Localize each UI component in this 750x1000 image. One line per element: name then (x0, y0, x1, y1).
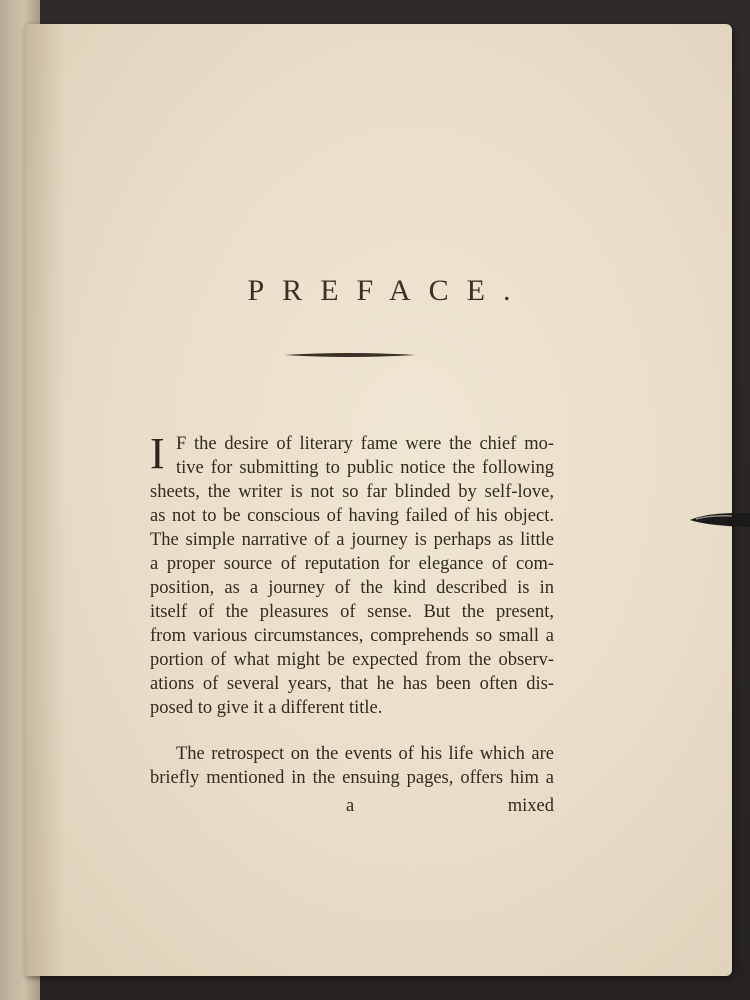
preface-text (150, 429, 554, 818)
paragraph-2 (150, 742, 554, 790)
paragraph-1 (150, 429, 554, 720)
text-line: briefly mentioned in the ensuing pages, offers him a (150, 768, 554, 788)
book-page (24, 24, 732, 976)
signature-mark: a (346, 796, 355, 816)
catchword: mixed (507, 796, 554, 816)
text-line: The simple narrative of a journey is perhaps as little (150, 530, 554, 550)
text-line: F the desire of literary fame were the chief mo- (176, 434, 554, 454)
text-line: itself of the pleasures of sense. But the present, (150, 602, 554, 622)
text-line: portion of what might be expected from the observ- (150, 650, 554, 670)
ornamental-rule (284, 350, 416, 360)
text-line: a proper source of reputation for elegance of com- (150, 554, 554, 574)
gutter-shadow (26, 24, 66, 976)
text-line: ations of several years, that he has been often dis- (150, 674, 554, 694)
drop-cap: I (150, 429, 165, 478)
text-line: position, as a journey of the kind described is in (150, 578, 554, 598)
text-line: as not to be conscious of having failed of his object. (150, 506, 554, 526)
pointer-pen (688, 508, 750, 530)
page-footer (150, 794, 554, 818)
paragraph-1-opening (150, 429, 554, 480)
text-line: sheets, the writer is not so far blinded by self-love, (150, 482, 554, 502)
text-line: posed to give it a different title. (150, 698, 383, 718)
indented-lines (150, 429, 554, 480)
page-heading: PREFACE. (247, 274, 529, 307)
text-line: from various circumstances, comprehends so small a (150, 626, 554, 646)
text-line: The retrospect on the events of his life which are (176, 744, 554, 764)
text-line: tive for submitting to public notice the following (176, 458, 554, 478)
